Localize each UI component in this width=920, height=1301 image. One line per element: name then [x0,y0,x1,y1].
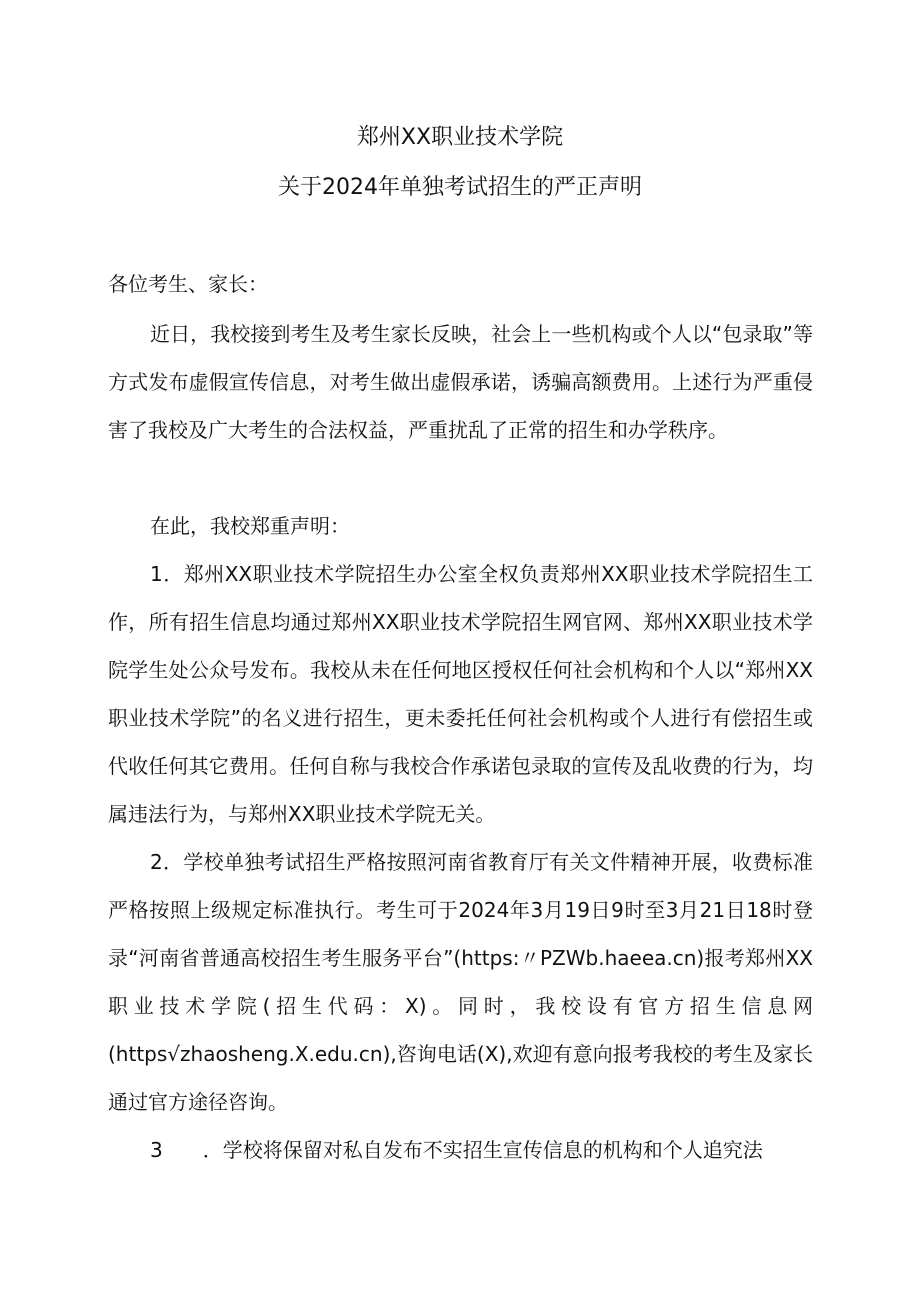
paragraph-item-1: 1．郑州XX职业技术学院招生办公室全权负责郑州XX职业技术学院招生工作，所有招生信息均通过郑州XX职业技术学院招生网官网、郑州XX职业技术学院学生处公众号发布。我校从未在任何地区授权任何社会机构和个人以“郑州XX职业技术学院”的名义进行招生，更未委托任何社会机构或个人进行有偿招生或代收任何其它费用。任何自称与我校合作承诺包录取的宣传及乱收费的行为，均属违法行为，与郑州XX职业技术学院无关。 [108,562,813,826]
paragraph-intro: 近日，我校接到考生及考生家长反映，社会上一些机构或个人以“包录取”等方式发布虚假宣传信息，对考生做出虚假承诺，诱骗高额费用。上述行为严重侵害了我校及广大考生的合法权益，严重扰乱了正常的招生和办学秩序。 [108,322,813,442]
document-title: 郑州XX职业技术学院 [356,125,564,150]
salutation: 各位考生、家长： [108,272,268,296]
document-subtitle: 关于2024年单独考试招生的严正声明 [278,175,642,200]
paragraph-item-2: 2．学校单独考试招生严格按照河南省教育厅有关文件精神开展，收费标准严格按照上级规定标准执行。考生可于2024年3月19日9时至3月21日18时登录“河南省普通高校招生考生服务平台”(https:〃PZWb.haeea.cn)报考郑州XX职业技术学院(招生代码：X)。同时，我校设有官方招生信息网(https√zhaosheng.X.edu.cn),咨询电话(X),欢迎有意向报考我校的考生及家长通过官方途径咨询。 [108,850,813,1114]
paragraph-item-3: 3 ．学校将保留对私自发布不实招生宣传信息的机构和个人追究法 [150,1138,763,1162]
paragraph-declaration: 在此，我校郑重声明： [150,514,350,538]
